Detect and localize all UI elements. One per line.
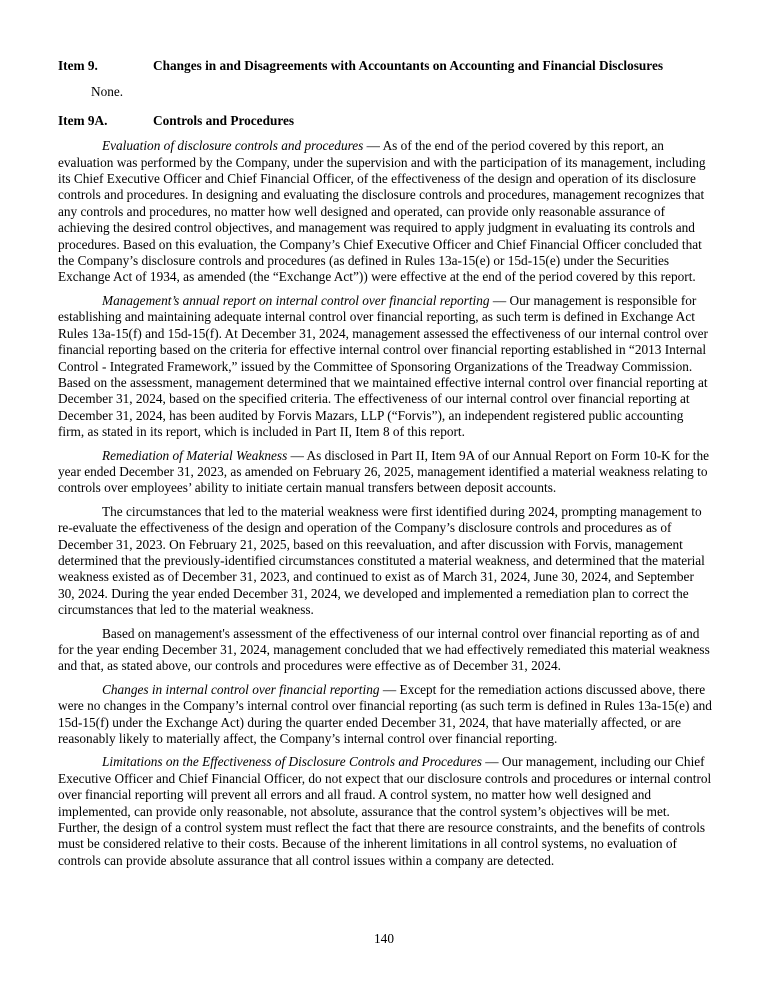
document-content (58, 58, 712, 876)
paragraph-text: The circumstances that led to the material weakness were first identified during 2024, prompting management to re-evaluate the effectiveness of the design and operation of the Company’s disclosure controls and procedures as of December 31, 2023. On February 21, 2025, based on this reevaluation, and after discussion with Forvis, management determined that the previously-identified circumstances constituted a material weakness, and determined that the material weakness existed as of December 31, 2023, and continued to exist as of March 31, 2024, June 30, 2024, and September 30, 2024. During the year ended December 31, 2024, we developed and implemented a remediation plan to correct the circumstances that led to the material weakness. (58, 503, 705, 618)
paragraph-lead-italic: Limitations on the Effectiveness of Disclosure Controls and Procedures (102, 754, 482, 770)
paragraph-lead-italic: Management’s annual report on internal control over financial reporting (102, 292, 490, 308)
paragraph (58, 504, 712, 619)
item-9a-title: Controls and Procedures (153, 112, 295, 128)
paragraph (58, 293, 712, 441)
item-9-title: Changes in and Disagreements with Accountants on Accounting and Financial Disclosures (153, 58, 664, 73)
item-9-heading (58, 58, 712, 74)
paragraph (58, 682, 712, 748)
paragraph-text: Based on management's assessment of the effectiveness of our internal control over financial reporting as of and for the year ending December 31, 2024, management concluded that we had effectively remediated this material weakness and that, as stated above, our controls and procedures were effective as of December 31, 2024. (58, 625, 710, 674)
paragraph (58, 626, 712, 675)
item-9a-heading (58, 113, 712, 129)
paragraph-lead-italic: Changes in internal control over financial reporting (102, 681, 380, 697)
paragraph-text: — Our management, including our Chief Executive Officer and Chief Financial Officer, do not expect that our disclosure controls and procedures or internal control over financial reporting will prevent all errors and all fraud. A control system, no matter how well designed and implemented, can provide only reasonable, not absolute, assurance that the control system’s objectives will be met. Further, the design of a control system must reflect the fact that there are resource constraints, and the benefits of controls must be considered relative to their costs. Because of the inherent limitations in all control systems, no evaluation of controls can provide absolute assurance that all control issues within a company are detected. (58, 754, 712, 868)
paragraph (58, 448, 712, 497)
paragraph-text: — Except for the remediation actions discussed above, there were no changes in the Company’s internal control over financial reporting (as such term is defined in Rules 13a-15(e) and 15d-15(f) under the Exchange Act) during the quarter ended December 31, 2024, that have materially affected, or are reasonably likely to materially affect, the Company’s internal control over financial reporting. (58, 681, 712, 747)
page-number: 140 (374, 930, 394, 946)
paragraph (58, 138, 712, 286)
paragraph-text: — As of the end of the period covered by this report, an evaluation was performed by the Company, under the supervision and with the participation of its management, including its Chief Executive Officer and Chief Financial Officer, of the effectiveness of the design and operation of its disclosure controls and procedures. In designing and evaluating the disclosure controls and procedures, management recognizes that any controls and procedures, no matter how well designed and operated, can provide only reasonable assurance of achieving the desired control objectives, and management was required to apply judgment in evaluating its controls and procedures. Based on this evaluation, the Company’s Chief Executive Officer and Chief Financial Officer concluded that the Company’s disclosure controls and procedures (as defined in Rules 13a-15(e) or 15d-15(e) under the Securities Exchange Act of 1934, as amended (the “Exchange Act”)) were effective at the end of the period covered by this report. (58, 138, 706, 285)
paragraph-lead-italic: Remediation of Material Weakness (102, 447, 288, 463)
paragraph-text: — Our management is responsible for establishing and maintaining adequate internal control over financial reporting, as such term is defined in Exchange Act Rules 13a-15(f) and 15d-15(f). At December 31, 2024, management assessed the effectiveness of our internal control over financial reporting based on the criteria for effective internal control over financial reporting established in “2013 Internal Control - Integrated Framework,” issued by the Committee of Sponsoring Organizations of the Treadway Commission. Based on the assessment, management determined that we maintained effective internal control over financial reporting at December 31, 2024, based on the specified criteria. The effectiveness of our internal control over financial reporting at December 31, 2024, has been audited by Forvis Mazars, LLP (“Forvis”), an independent registered public accounting firm, as stated in its report, which is included in Part II, Item 8 of this report. (58, 292, 708, 440)
paragraph (58, 754, 712, 869)
paragraph-text: — As disclosed in Part II, Item 9A of our Annual Report on Form 10-K for the year ended December 31, 2023, as amended on February 26, 2025, management identified a material weakness relating to controls over employees’ ability to initiate certain manual transfers between deposit accounts. (58, 447, 710, 496)
document-paragraphs (58, 138, 712, 869)
paragraph-lead-italic: Evaluation of disclosure controls and procedures (102, 138, 364, 154)
item-9a-label: Item 9A. (58, 112, 108, 128)
item-9-label: Item 9. (58, 58, 98, 73)
item-9-response: None. (91, 84, 124, 100)
